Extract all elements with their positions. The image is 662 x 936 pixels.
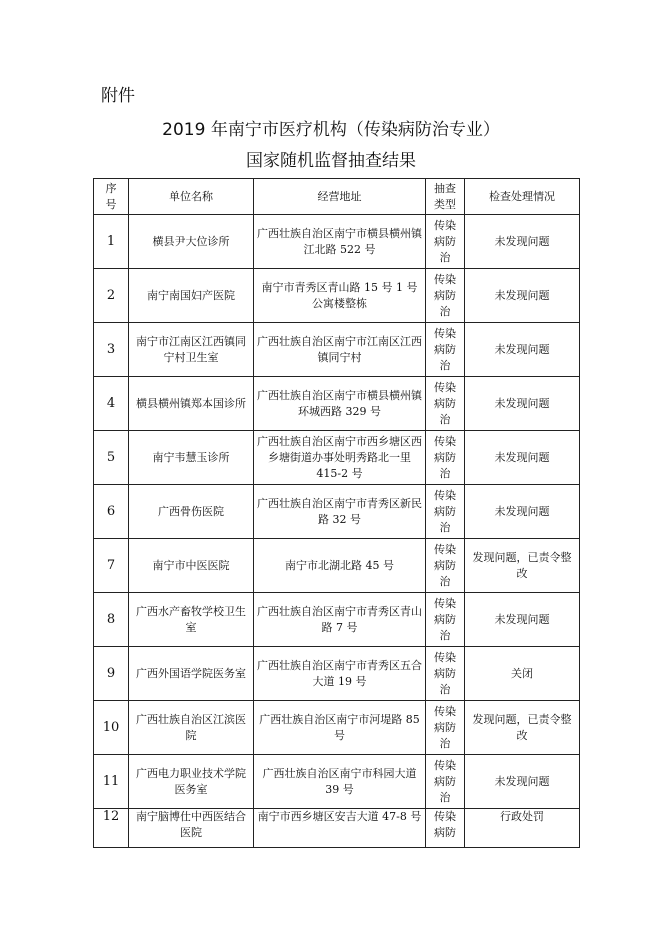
cell-name: 南宁脑博仕中西医结合医院 bbox=[129, 809, 254, 848]
table-row bbox=[94, 809, 580, 848]
table-row bbox=[94, 701, 580, 755]
cell-name: 南宁韦慧玉诊所 bbox=[129, 431, 254, 485]
cell-name: 南宁市江南区江西镇同宁村卫生室 bbox=[129, 323, 254, 377]
cell-type: 传染病防治 bbox=[426, 323, 465, 377]
cell-no: 11 bbox=[94, 755, 129, 809]
cell-address: 广西壮族自治区南宁市横县横州镇江北路 522 号 bbox=[254, 215, 426, 269]
cell-no: 4 bbox=[94, 377, 129, 431]
cell-name: 广西骨伤医院 bbox=[129, 485, 254, 539]
table-row bbox=[94, 431, 580, 485]
cell-address: 广西壮族自治区南宁市青秀区五合大道 19 号 bbox=[254, 647, 426, 701]
header-type: 抽查类型 bbox=[426, 179, 465, 215]
cell-type: 传染病防 bbox=[426, 809, 465, 848]
cell-name: 南宁市中医医院 bbox=[129, 539, 254, 593]
cell-type: 传染病防治 bbox=[426, 215, 465, 269]
table-row bbox=[94, 323, 580, 377]
table-row bbox=[94, 539, 580, 593]
cell-address: 南宁市青秀区青山路 15 号 1 号公寓楼整栋 bbox=[254, 269, 426, 323]
cell-name: 广西壮族自治区江滨医院 bbox=[129, 701, 254, 755]
cell-result: 发现问题，已责令整改 bbox=[465, 539, 580, 593]
cell-address: 广西壮族自治区南宁市科园大道 39 号 bbox=[254, 755, 426, 809]
table-row bbox=[94, 485, 580, 539]
cell-type: 传染病防治 bbox=[426, 485, 465, 539]
cell-type: 传染病防治 bbox=[426, 377, 465, 431]
cell-no: 3 bbox=[94, 323, 129, 377]
cell-result: 未发现问题 bbox=[465, 323, 580, 377]
cell-address: 南宁市西乡塘区安吉大道 47-8 号 bbox=[254, 809, 426, 848]
cell-type: 传染病防治 bbox=[426, 539, 465, 593]
page-title: 2019 年南宁市医疗机构（传染病防治专业） bbox=[162, 120, 500, 140]
header-address: 经营地址 bbox=[254, 179, 426, 215]
cell-address: 广西壮族自治区南宁市青秀区青山路 7 号 bbox=[254, 593, 426, 647]
cell-address: 广西壮族自治区南宁市河堤路 85 号 bbox=[254, 701, 426, 755]
cell-type: 传染病防治 bbox=[426, 593, 465, 647]
cell-address: 广西壮族自治区南宁市江南区江西镇同宁村 bbox=[254, 323, 426, 377]
cell-type: 传染病防治 bbox=[426, 647, 465, 701]
cell-result: 未发现问题 bbox=[465, 755, 580, 809]
cell-name: 横县尹大位诊所 bbox=[129, 215, 254, 269]
cell-address: 南宁市北湖北路 45 号 bbox=[254, 539, 426, 593]
cell-name: 横县横州镇郑本国诊所 bbox=[129, 377, 254, 431]
header-name: 单位名称 bbox=[129, 179, 254, 215]
header-no: 序号 bbox=[94, 179, 129, 215]
table-header-row bbox=[94, 179, 580, 215]
cell-name: 广西电力职业技术学院医务室 bbox=[129, 755, 254, 809]
cell-type: 传染病防治 bbox=[426, 755, 465, 809]
cell-no: 8 bbox=[94, 593, 129, 647]
cell-result: 未发现问题 bbox=[465, 485, 580, 539]
cell-type: 传染病防治 bbox=[426, 269, 465, 323]
cell-no: 9 bbox=[94, 647, 129, 701]
cell-result: 未发现问题 bbox=[465, 269, 580, 323]
cell-result: 未发现问题 bbox=[465, 215, 580, 269]
cell-no: 1 bbox=[94, 215, 129, 269]
table-row bbox=[94, 269, 580, 323]
cell-no: 6 bbox=[94, 485, 129, 539]
cell-name: 广西外国语学院医务室 bbox=[129, 647, 254, 701]
results-table bbox=[93, 178, 580, 848]
table-row bbox=[94, 647, 580, 701]
cell-result: 发现问题，已责令整改 bbox=[465, 701, 580, 755]
cell-result: 行政处罚 bbox=[465, 809, 580, 848]
cell-name: 广西水产畜牧学校卫生室 bbox=[129, 593, 254, 647]
annex-label: 附件 bbox=[101, 86, 135, 106]
table-row bbox=[94, 755, 580, 809]
table-row bbox=[94, 215, 580, 269]
cell-type: 传染病防治 bbox=[426, 701, 465, 755]
cell-address: 广西壮族自治区南宁市横县横州镇环城西路 329 号 bbox=[254, 377, 426, 431]
cell-result: 未发现问题 bbox=[465, 593, 580, 647]
cell-no: 2 bbox=[94, 269, 129, 323]
cell-no: 7 bbox=[94, 539, 129, 593]
cell-no: 10 bbox=[94, 701, 129, 755]
table-row bbox=[94, 593, 580, 647]
page-subtitle: 国家随机监督抽查结果 bbox=[246, 151, 416, 171]
cell-no: 12 bbox=[94, 809, 129, 848]
cell-type: 传染病防治 bbox=[426, 431, 465, 485]
cell-name: 南宁南国妇产医院 bbox=[129, 269, 254, 323]
table-row bbox=[94, 377, 580, 431]
cell-result: 未发现问题 bbox=[465, 377, 580, 431]
header-result: 检查处理情况 bbox=[465, 179, 580, 215]
cell-no: 5 bbox=[94, 431, 129, 485]
cell-address: 广西壮族自治区南宁市青秀区新民路 32 号 bbox=[254, 485, 426, 539]
cell-result: 关闭 bbox=[465, 647, 580, 701]
cell-address: 广西壮族自治区南宁市西乡塘区西乡塘街道办事处明秀路北一里 415-2 号 bbox=[254, 431, 426, 485]
cell-result: 未发现问题 bbox=[465, 431, 580, 485]
